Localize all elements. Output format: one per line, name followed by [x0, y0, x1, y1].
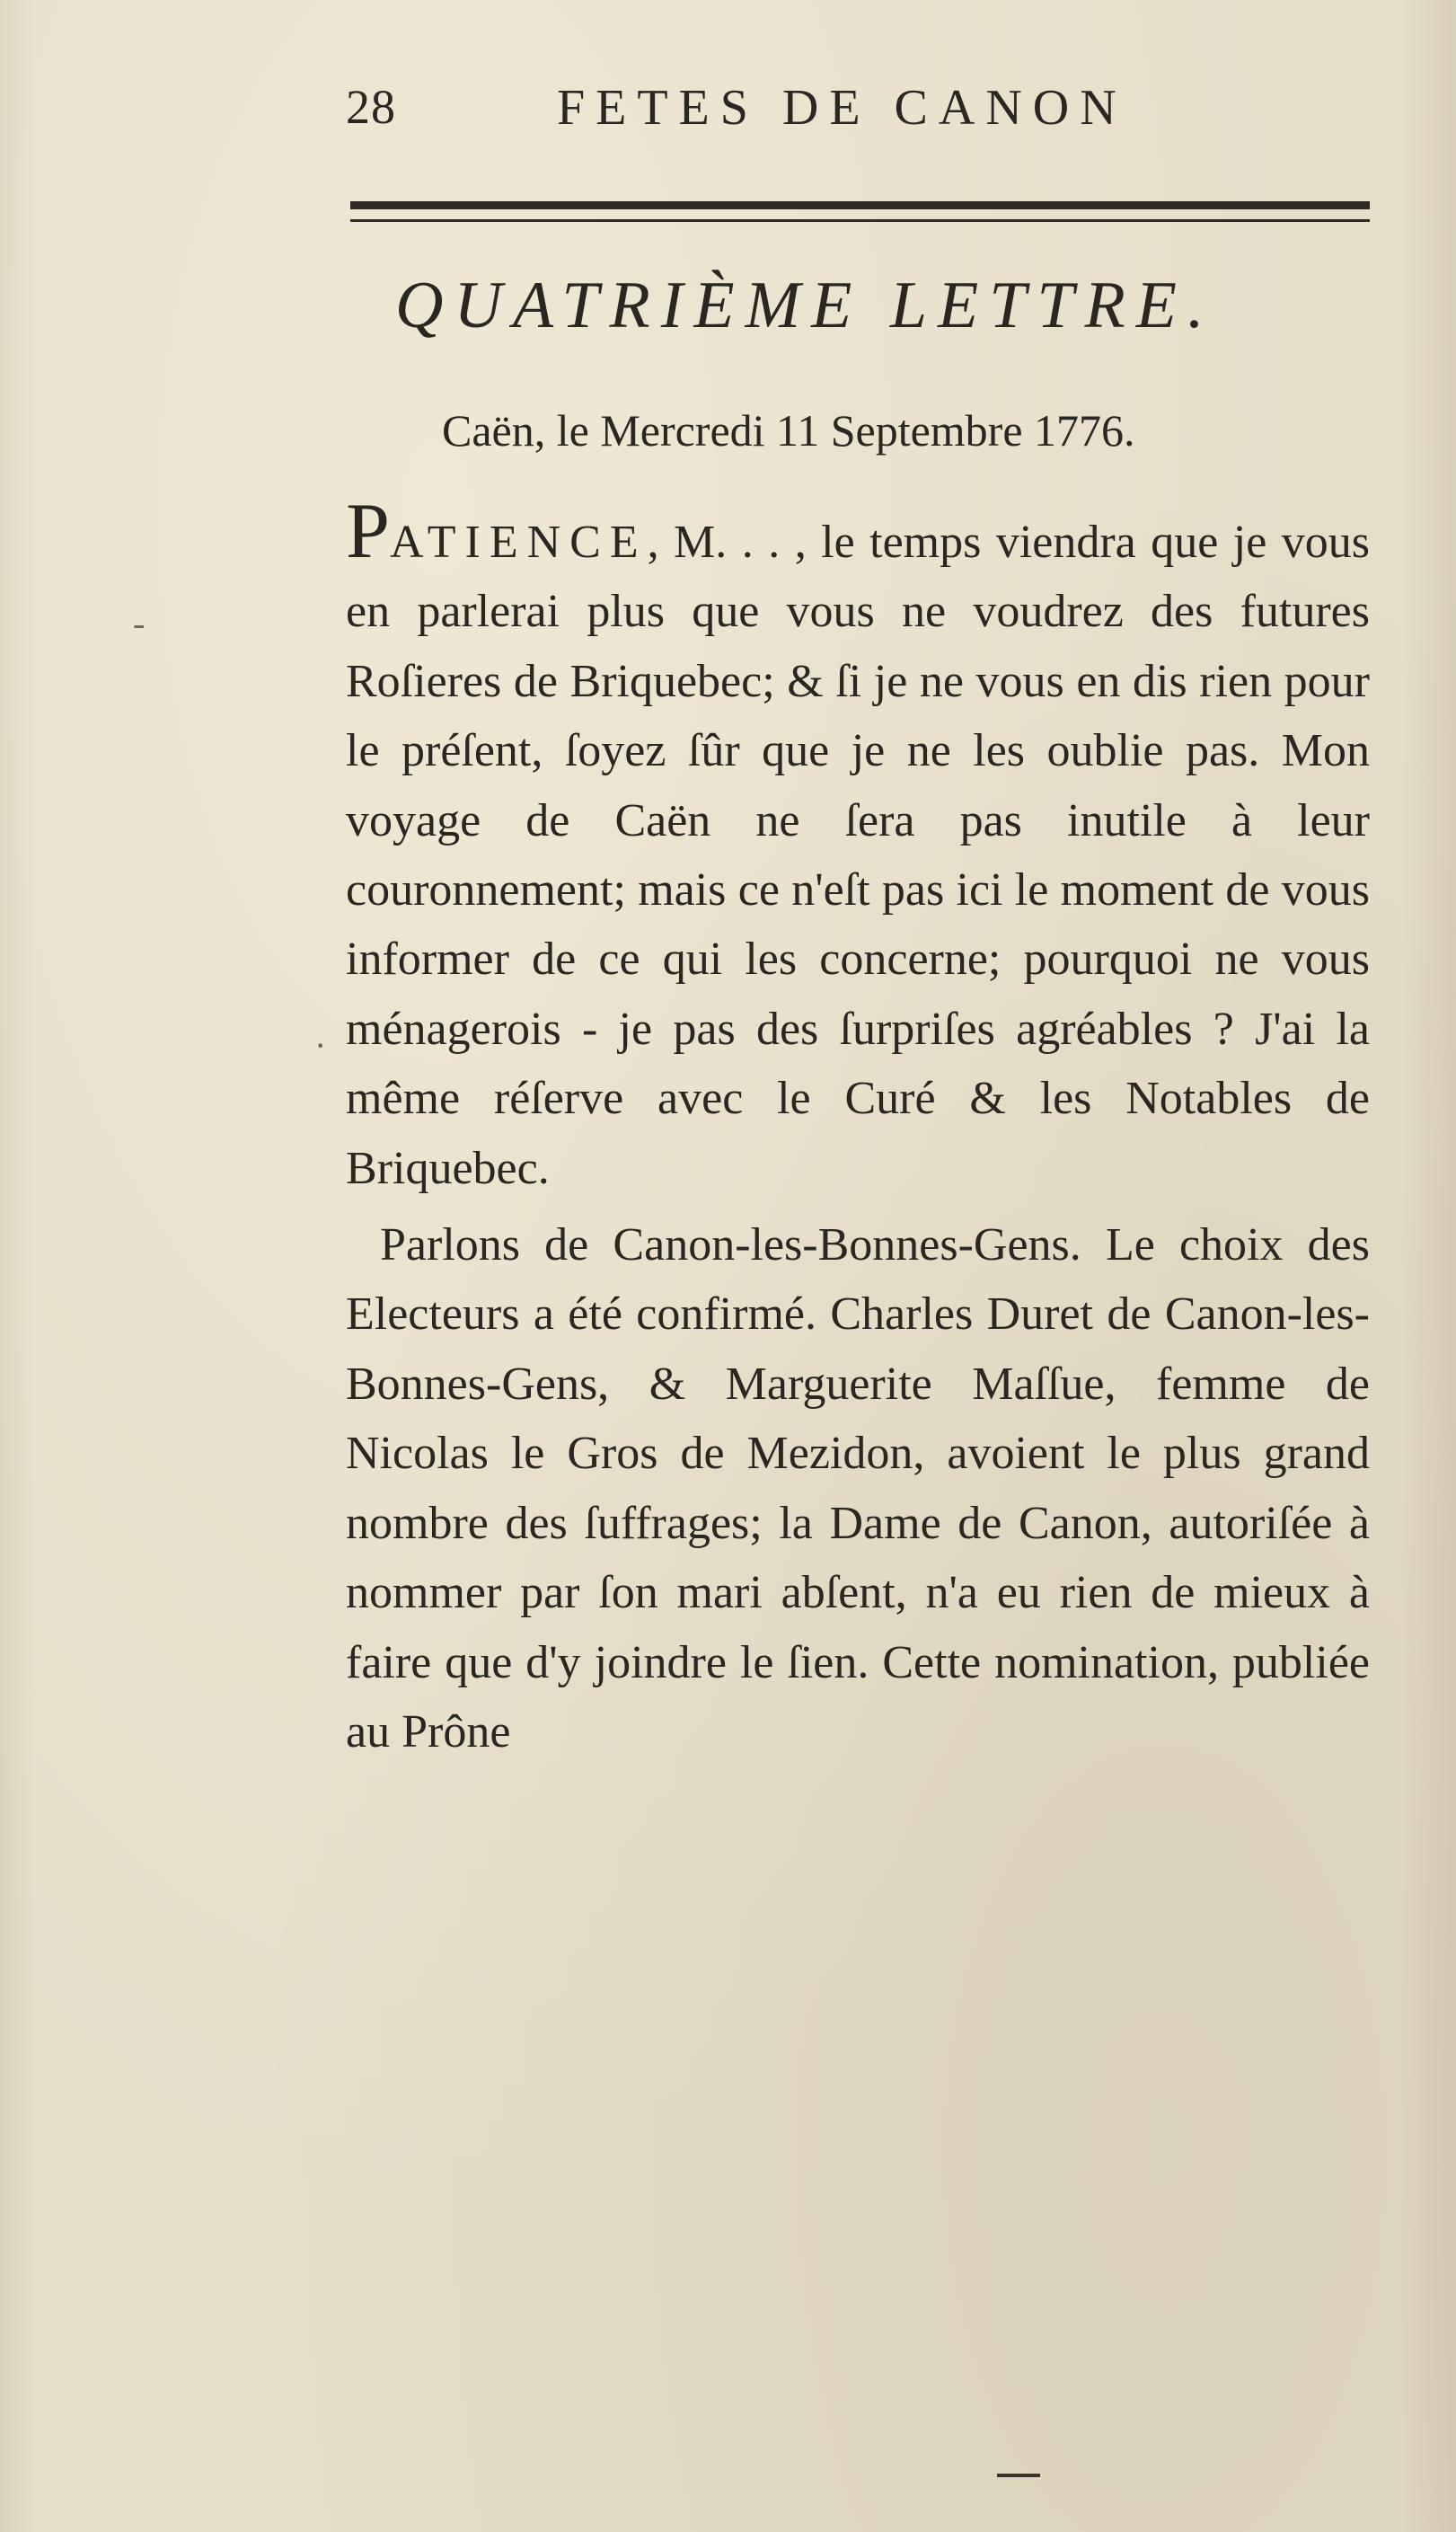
letter-body — [346, 488, 1370, 1766]
letter-heading: QUATRIÈME LETTRE. — [395, 269, 1215, 342]
paragraph-1 — [346, 488, 1370, 1203]
page-header — [346, 79, 1388, 160]
dateline: Caën, le Mercredi 11 Septembre 1776. — [442, 405, 1135, 456]
opening-word: ATIENCE — [389, 517, 648, 568]
bottom-ink-mark — [997, 2474, 1040, 2477]
running-title: FETES DE CANON — [557, 80, 1127, 136]
paragraph-1-text: , M. . . , le temps viendra que je vous en parlerai plus que vous ne voudrez des futures Roſieres de Briquebec; & ſi je ne vous en dis rien pour le préſent, ſoyez ſûr que je ne les oublie pas. Mon voyage de Caën ne ſera pas inutile à leur couronnement; mais ce n'eſt pas ici le moment de vous informer de ce qui les concerne; pourquoi ne vous ménagerois - je pas des ſurpriſes agréables ? J'ai la même réſerve avec le Curé & les Notables de Briquebec. — [346, 517, 1370, 1194]
drop-cap: P — [346, 488, 390, 575]
paragraph-2 — [346, 1210, 1370, 1766]
paragraph-2-text: Parlons de Canon-les-Bonnes-Gens. Le choix des Electeurs a été confirmé. Charles Duret de Canon-les-Bonnes-Gens, & Marguerite Maſſue, femme de Nicolas le Gros de Mezidon, avoient le plus grand nombre des ſuffrages; la Dame de Canon, autoriſée à nommer par ſon mari abſent, n'a eu rien de mieux à faire que d'y joindre le ſien. Cette nomination, publiée au Prône — [346, 1219, 1370, 1757]
margin-dot-mark: · — [314, 1025, 327, 1066]
header-rule-thick — [350, 201, 1370, 209]
page-number: 28 — [346, 80, 396, 134]
header-rule-thin — [350, 219, 1370, 222]
margin-dash-mark: - — [133, 603, 146, 643]
